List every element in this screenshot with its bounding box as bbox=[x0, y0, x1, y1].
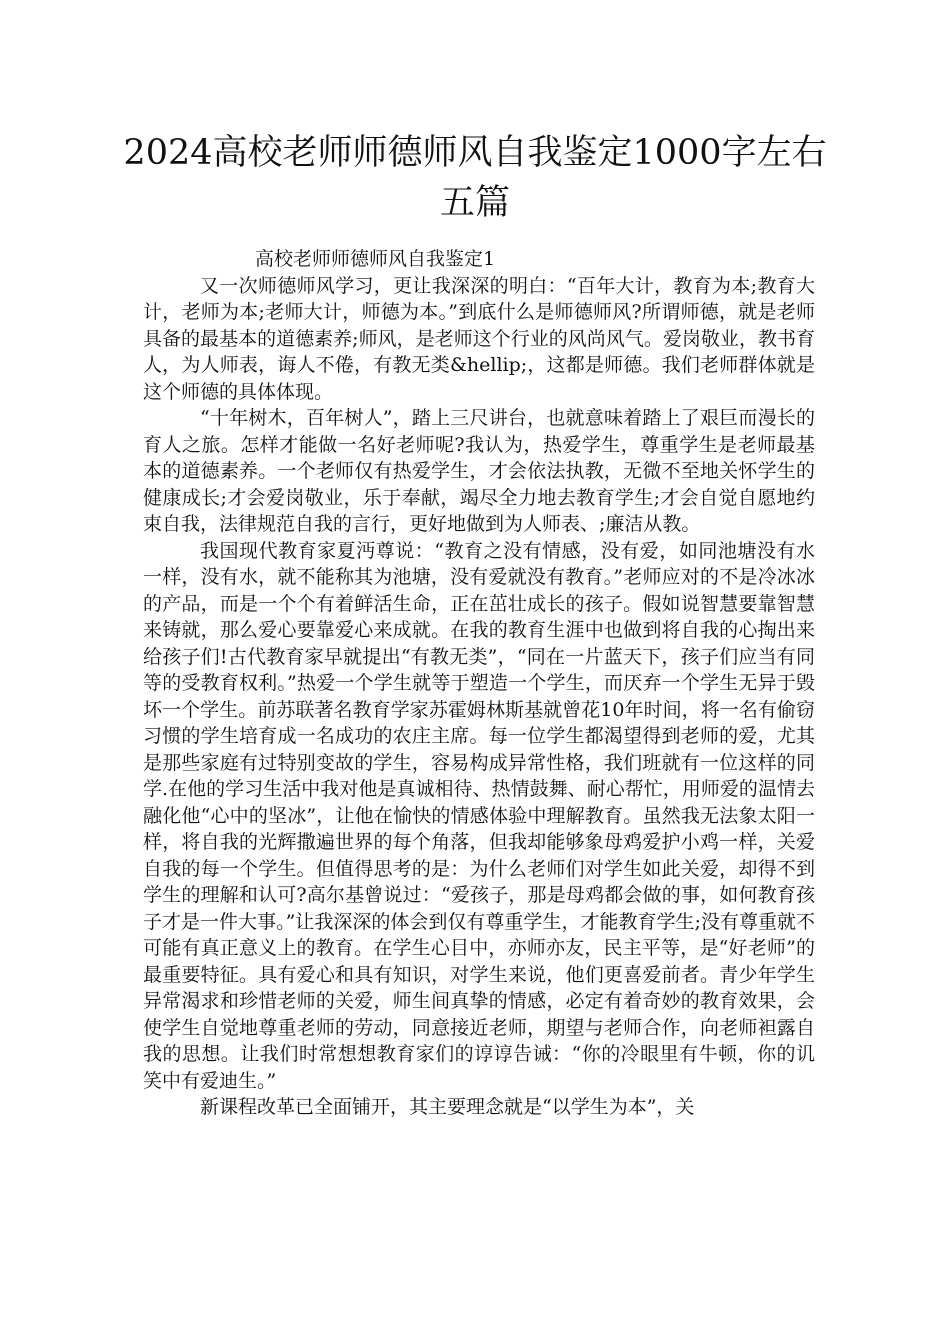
section-heading: 高校老师师德师风自我鉴定1 bbox=[255, 248, 496, 270]
paragraph: 又一次师德师风学习，更让我深深的明白：“百年大计，教育为本;教育大计，老师为本;老师大计，师德为本。”到底什么是师德师风?所谓师德，就是老师具备的最基本的道德素养;师风，是老师这个行业的风尚风气。爱岗敬业，教书育人，为人师表，诲人不倦，有教无类&hellip;，这都是师德。我们老师群体就是这个师德的具体体现。 bbox=[143, 274, 815, 403]
document-body bbox=[143, 246, 815, 1121]
paragraph: 新课程改革已全面铺开，其主要理念就是“以学生为本”，关 bbox=[200, 1096, 695, 1118]
paragraph: 我国现代教育家夏沔尊说：“教育之没有情感，没有爱，如同池塘没有水一样，没有水，就不能称其为池塘，没有爱就没有教育。”老师应对的不是冷冰冰的产品，而是一个个有着鲜活生命，正在茁壮成长的孩子。假如说智慧要靠智慧来铸就，那么爱心要靠爱心来成就。在我的教育生涯中也做到将自我的心掏出来给孩子们!古代教育家早就提出“有教无类”，“同在一片蓝天下，孩子们应当有同等的受教育权利。”热爱一个学生就等于塑造一个学生，而厌弃一个学生无异于毁坏一个学生。前苏联著名教育学家苏霍姆林斯基就曾花10年时间，将一名有偷窃习惯的学生培育成一名成功的农庄主席。每一位学生都渴望得到老师的爱，尤其是那些家庭有过特别变故的学生，容易构成异常性格，我们班就有一位这样的同学.在他的学习生活中我对他是真诚相待、热情鼓舞、耐心帮忙，用师爱的温情去融化他“心中的坚冰”，让他在愉快的情感体验中理解教育。虽然我无法象太阳一样，将自我的光辉撒遍世界的每个角落，但我却能够象母鸡爱护小鸡一样，关爱自我的每一个学生。但值得思考的是：为什么老师们对学生如此关爱，却得不到学生的理解和认可?高尔基曾说过：“爱孩子，那是母鸡都会做的事，如何教育孩子才是一件大事。”让我深深的体会到仅有尊重学生，才能教育学生;没有尊重就不可能有真正意义上的教育。在学生心目中，亦师亦友，民主平等，是“好老师”的最重要特征。具有爱心和具有知识，对学生来说，他们更喜爱前者。青少年学生异常渴求和珍惜老师的关爱，师生间真挚的情感，必定有着奇妙的教育效果，会使学生自觉地尊重老师的劳动，同意接近老师，期望与老师合作，向老师袒露自我的思想。让我们时常想想教育家们的谆谆告诫：“你的冷眼里有牛顿，你的讥笑中有爱迪生。” bbox=[143, 539, 815, 1092]
document-title: 2024高校老师师德师风自我鉴定1000字左右五篇 bbox=[123, 133, 827, 223]
paragraph: “十年树木，百年树人”，踏上三尺讲台，也就意味着踏上了艰巨而漫长的育人之旅。怎样才能做一名好老师呢?我认为，热爱学生，尊重学生是老师最基本的道德素养。一个老师仅有热爱学生，才会依法执教，无微不至地关怀学生的健康成长;才会爱岗敬业，乐于奉献，竭尽全力地去教育学生;才会自觉自愿地约束自我，法律规范自我的言行，更好地做到为人师表、;廉洁从教。 bbox=[143, 407, 815, 535]
